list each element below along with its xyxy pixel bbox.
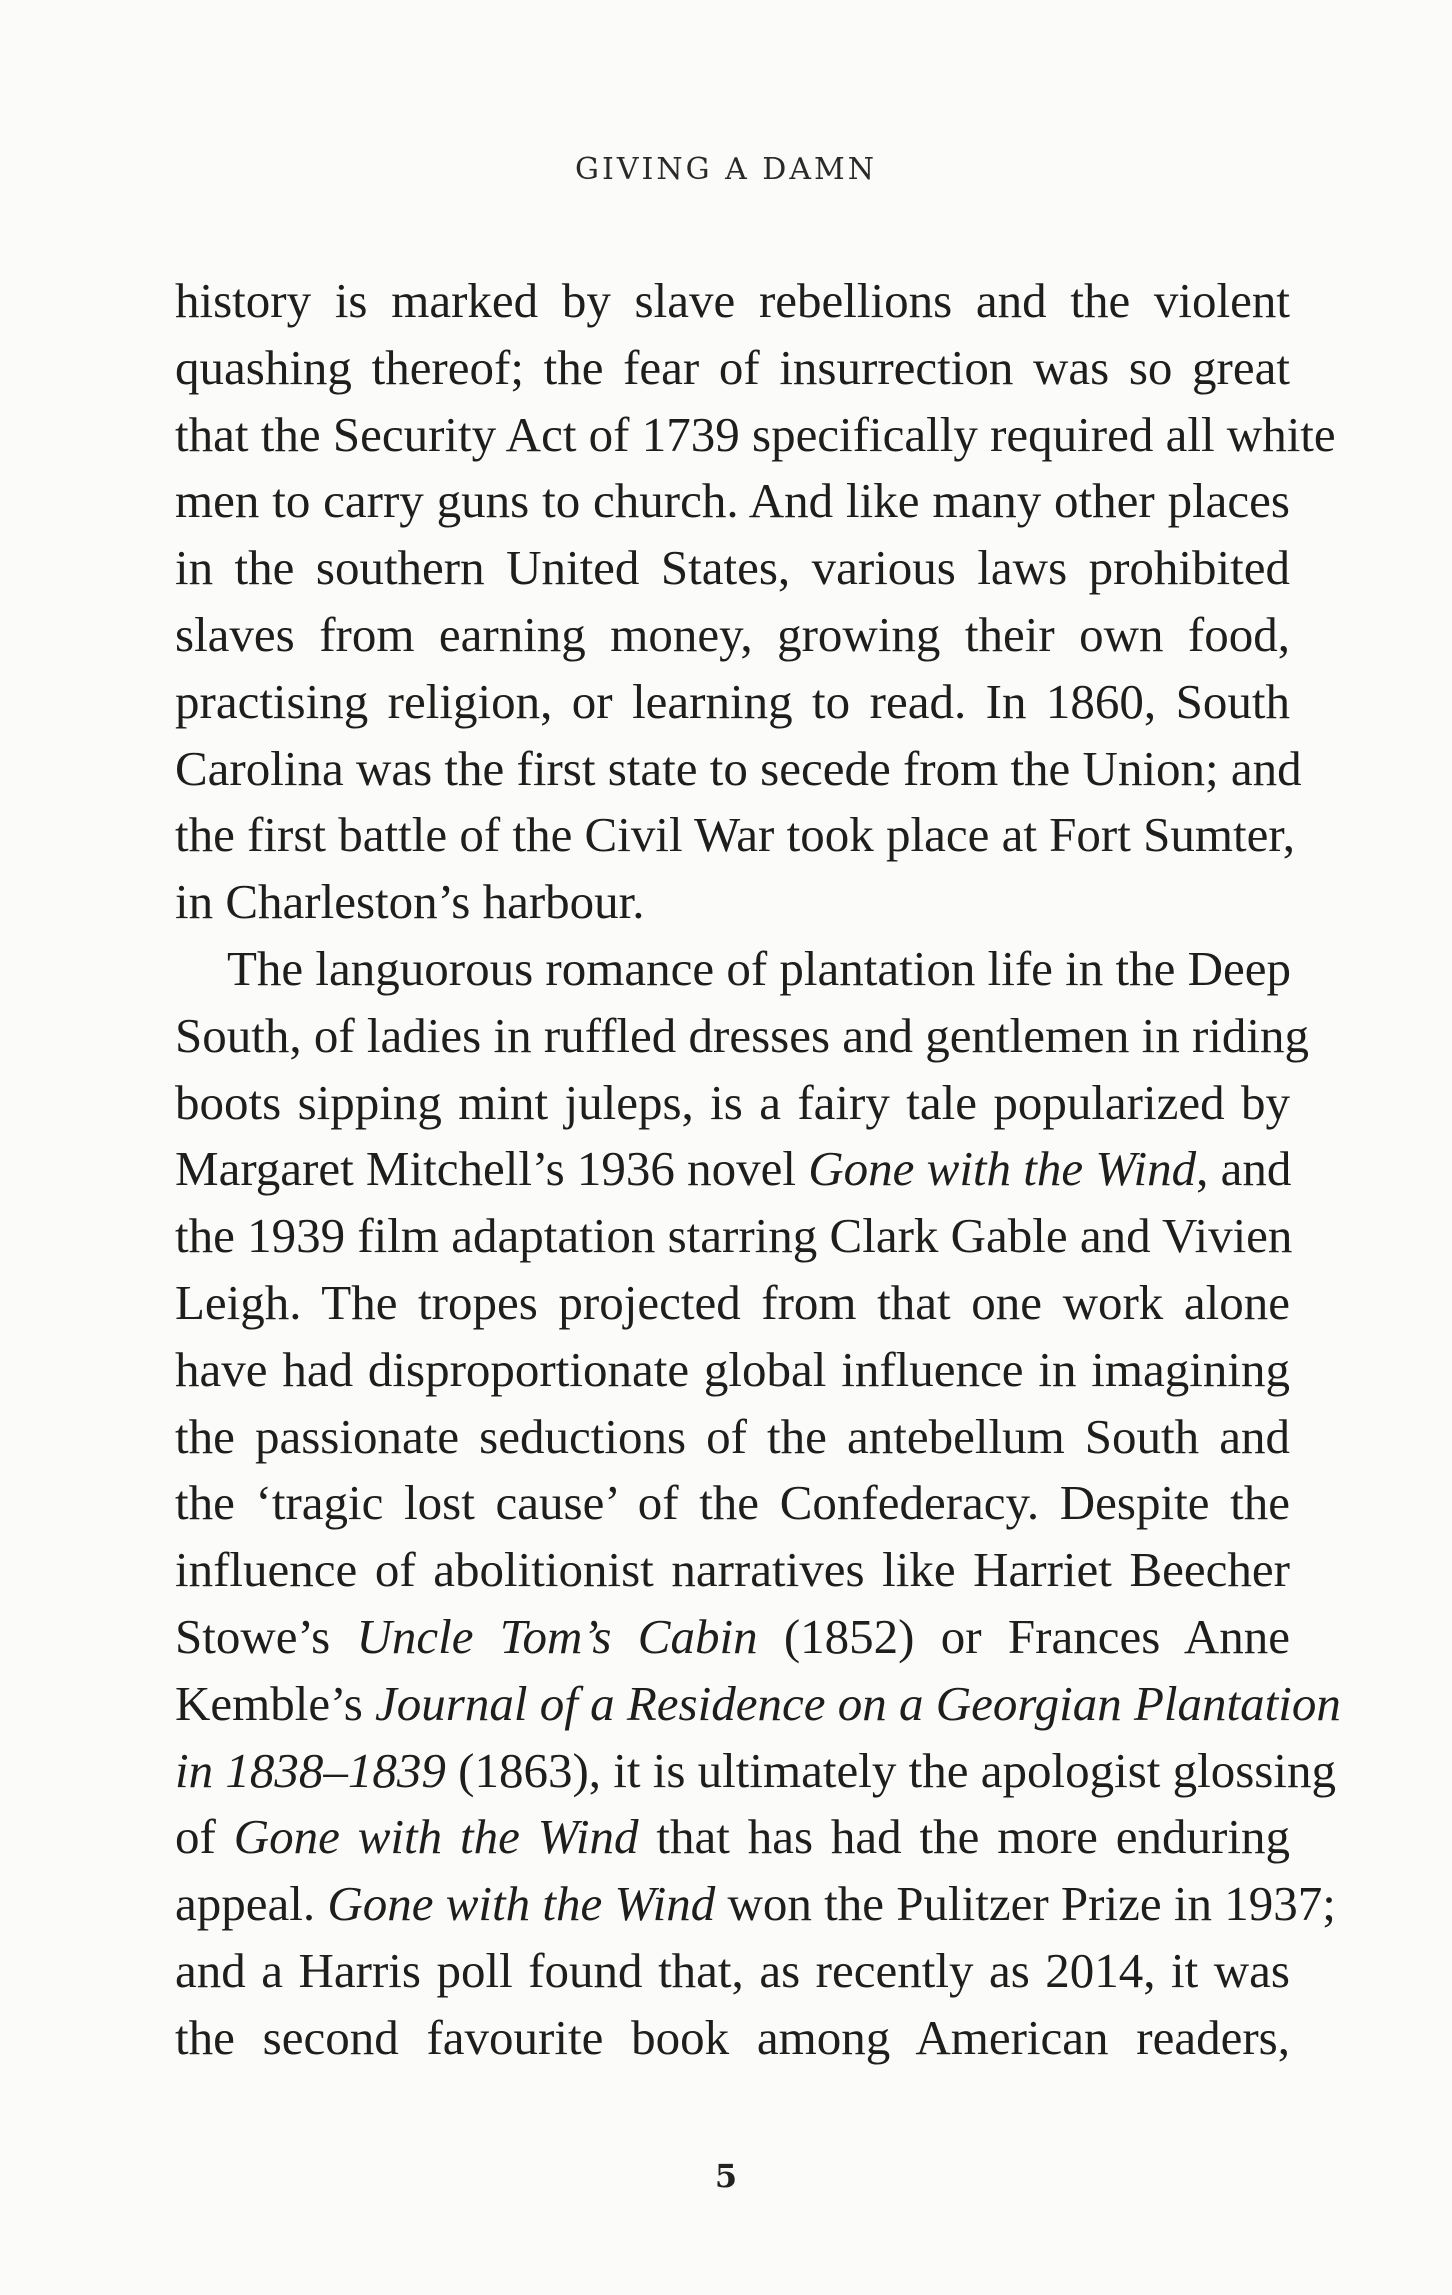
text-line: Carolina was the first state to secede from the Union; and	[175, 740, 1302, 796]
text-run: of	[175, 1809, 234, 1865]
text-line: boots sipping mint juleps, is a fairy tale popularized by	[175, 1074, 1290, 1130]
text-line	[175, 1804, 1290, 1871]
text-run: Stowe’s	[175, 1608, 357, 1664]
text-run: (1863), it is ultimately the apologist glossing	[445, 1742, 1336, 1798]
text-run: , and	[1196, 1141, 1292, 1197]
text-run: Margaret Mitchell’s 1936 novel	[175, 1141, 809, 1197]
text-line: The languorous romance of plantation life in the Deep	[227, 940, 1292, 996]
text-line: in the southern United States, various laws prohibited	[175, 540, 1290, 596]
book-title-italic: Uncle Tom’s Cabin	[356, 1608, 758, 1664]
text-line: men to carry guns to church. And like many other places	[175, 473, 1290, 529]
text-line: influence of abolitionist narratives like Harriet Beecher	[175, 1542, 1290, 1598]
running-head: GIVING A DAMN	[575, 152, 877, 187]
body-text	[175, 268, 1341, 2072]
text-line: and a Harris poll found that, as recently as 2014, it was	[175, 1942, 1290, 1998]
text-line: the ‘tragic lost cause’ of the Confederacy. Despite the	[175, 1475, 1290, 1531]
page-number: 5	[714, 2157, 738, 2195]
text-run: (1852) or Frances Anne	[757, 1608, 1290, 1664]
text-line: slaves from earning money, growing their own food,	[175, 606, 1290, 662]
text-line	[175, 1136, 1290, 1203]
text-line	[175, 1604, 1290, 1671]
text-line: history is marked by slave rebellions and the violent	[175, 273, 1290, 328]
text-line: the passionate seductions of the antebellum South and	[175, 1408, 1290, 1464]
text-run: Kemble’s	[175, 1675, 376, 1731]
text-line: that the Security Act of 1739 specifically required all white	[175, 406, 1336, 462]
text-run: appeal.	[175, 1876, 328, 1932]
text-line: have had disproportionate global influence in imagining	[175, 1341, 1290, 1397]
paragraph-2	[175, 936, 1341, 2072]
text-line: practising religion, or learning to read. In 1860, South	[175, 673, 1290, 729]
book-title-italic: Gone with the Wind	[233, 1809, 639, 1865]
text-line: the second favourite book among American readers,	[175, 2009, 1290, 2065]
text-line: South, of ladies in ruffled dresses and gentlemen in riding	[175, 1007, 1310, 1063]
book-title-italic: Gone with the Wind	[327, 1876, 716, 1932]
book-title-italic: Journal of a Residence on a Georgian Plantation	[375, 1675, 1341, 1731]
book-title-italic: Gone with the Wind	[808, 1141, 1197, 1197]
paragraph-1	[175, 268, 1336, 936]
text-line	[175, 1671, 1341, 1738]
text-run: that has had the more enduring	[638, 1809, 1290, 1865]
text-line: in Charleston’s harbour.	[175, 874, 645, 930]
book-title-italic: in 1838–1839	[175, 1742, 446, 1798]
text-line	[175, 1871, 1336, 1938]
text-line: the 1939 film adaptation starring Clark Gable and Vivien	[175, 1208, 1293, 1264]
text-line: quashing thereof; the fear of insurrection was so great	[175, 339, 1290, 395]
text-line	[175, 1738, 1336, 1805]
text-line: the first battle of the Civil War took place at Fort Sumter,	[175, 807, 1295, 863]
text-line: Leigh. The tropes projected from that one work alone	[175, 1274, 1290, 1330]
text-run: won the Pulitzer Prize in 1937;	[715, 1876, 1336, 1932]
